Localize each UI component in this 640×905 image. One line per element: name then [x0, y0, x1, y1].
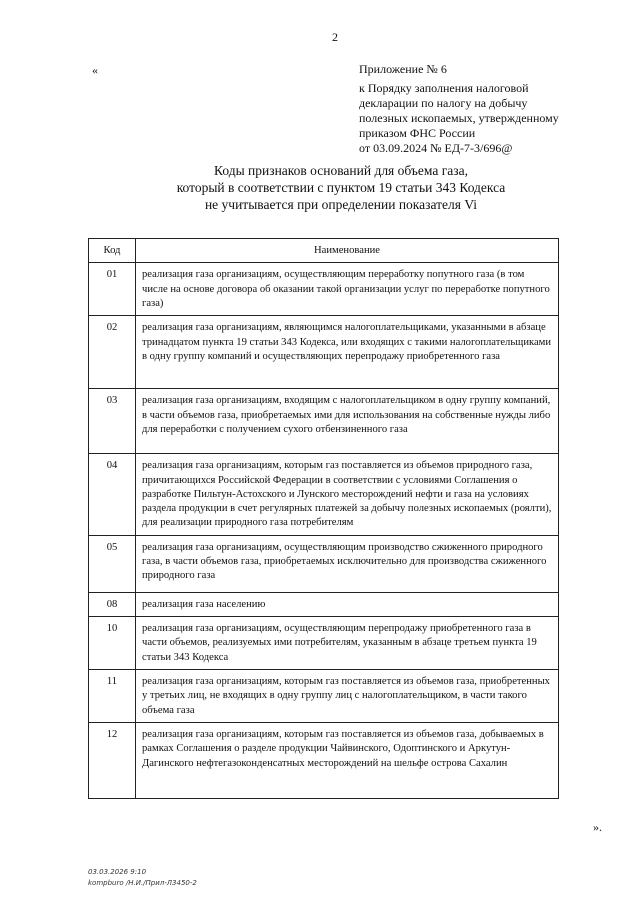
row-code: 10 — [89, 617, 136, 670]
appendix-line: полезных ископаемых, утвержденному — [359, 111, 559, 125]
row-code: 03 — [89, 389, 136, 454]
appendix-header — [359, 62, 559, 156]
row-code: 05 — [89, 535, 136, 592]
footer-timestamp: 03.03.2026 9:10 — [88, 868, 147, 876]
row-description: реализация газа организациям, входящим с налогоплательщиком в одну группу компаний, в части объемов газа, приобретаемых ими для использования на собственные нужды либо для переработки с получением сухого отбензиненного газа — [136, 389, 559, 454]
heading-line: Коды признаков оснований для объема газа, — [214, 163, 468, 178]
page-number: 2 — [332, 30, 338, 44]
opening-quote: « — [92, 63, 98, 77]
table-row — [89, 454, 559, 535]
row-code: 12 — [89, 723, 136, 799]
row-description: реализация газа населению — [136, 592, 559, 616]
heading-line: который в соответствии с пунктом 19 статьи 343 Кодекса — [176, 180, 506, 195]
closing-quote: ». — [593, 820, 602, 834]
appendix-line: приказом ФНС России — [359, 126, 476, 140]
appendix-line: декларации по налогу на добычу — [359, 96, 528, 110]
codes-table — [88, 238, 559, 799]
row-code: 01 — [89, 263, 136, 316]
footer-path: kompburo /Н.И./Прил-Л3450-2 — [88, 879, 197, 887]
table-row — [89, 535, 559, 592]
row-description: реализация газа организациям, которым газ поставляется из объемов газа, добываемых в рамках Соглашения о разделе продукции Чайвинского, Одоптинского и Аркутун-Дагинского нефтегазоконденсатных месторождений на шельфе острова Сахалин — [136, 723, 559, 799]
row-code: 11 — [89, 670, 136, 723]
row-description: реализация газа организациям, которым газ поставляется из объемов газа, приобретенных у третьих лиц, не входящих в одну группу лиц с налогоплательщиком, в части такого объема газа — [136, 670, 559, 723]
table-row — [89, 263, 559, 316]
row-description: реализация газа организациям, осуществляющим производство сжиженного природного газа, в части объемов газа, приобретаемых исключительно для производства сжиженного природного газа — [136, 535, 559, 592]
table-row — [89, 316, 559, 389]
header-name: Наименование — [136, 239, 559, 263]
appendix-title: Приложение № 6 — [359, 62, 447, 76]
row-description: реализация газа организациям, осуществляющим перепродажу приобретенного газа в части объемов, реализуемых ими потребителям, указанным в абзаце третьем пункта 19 статьи 343 Кодекса — [136, 617, 559, 670]
table-row — [89, 592, 559, 616]
header-code: Код — [89, 239, 136, 263]
row-code: 04 — [89, 454, 136, 535]
table-row — [89, 389, 559, 454]
print-footer — [88, 867, 197, 889]
row-code: 08 — [89, 592, 136, 616]
table-row — [89, 670, 559, 723]
row-description: реализация газа организациям, являющимся налогоплательщиками, указанными в абзаце тринадцатом пункта 19 статьи 343 Кодекса, или входящих с такими налогоплательщиками в одну группу компаний и осуществляющих перепродажу приобретенного газа — [136, 316, 559, 389]
appendix-line: от 03.09.2024 № ЕД-7-3/696@ — [359, 141, 513, 155]
table-header-row — [89, 239, 559, 263]
heading-line: не учитывается при определении показателя Vi — [204, 197, 478, 212]
document-heading — [60, 162, 622, 213]
table-row — [89, 723, 559, 799]
row-description: реализация газа организациям, осуществляющим переработку попутного газа (в том числе на основе договора об оказании такой организации услуг по переработке попутного газа) — [136, 263, 559, 316]
table-row — [89, 617, 559, 670]
row-code: 02 — [89, 316, 136, 389]
row-description: реализация газа организациям, которым газ поставляется из объемов природного газа, причитающихся Российской Федерации в соответствии с условиями Соглашения о разработке Пильтун-Астохского и Лунского месторождений нефти и газа на условиях раздела продукции в счет регулярных платежей за добычу полезных ископаемых (роялти), для реализации природного газа потребителям — [136, 454, 559, 535]
appendix-line: к Порядку заполнения налоговой — [359, 81, 529, 95]
